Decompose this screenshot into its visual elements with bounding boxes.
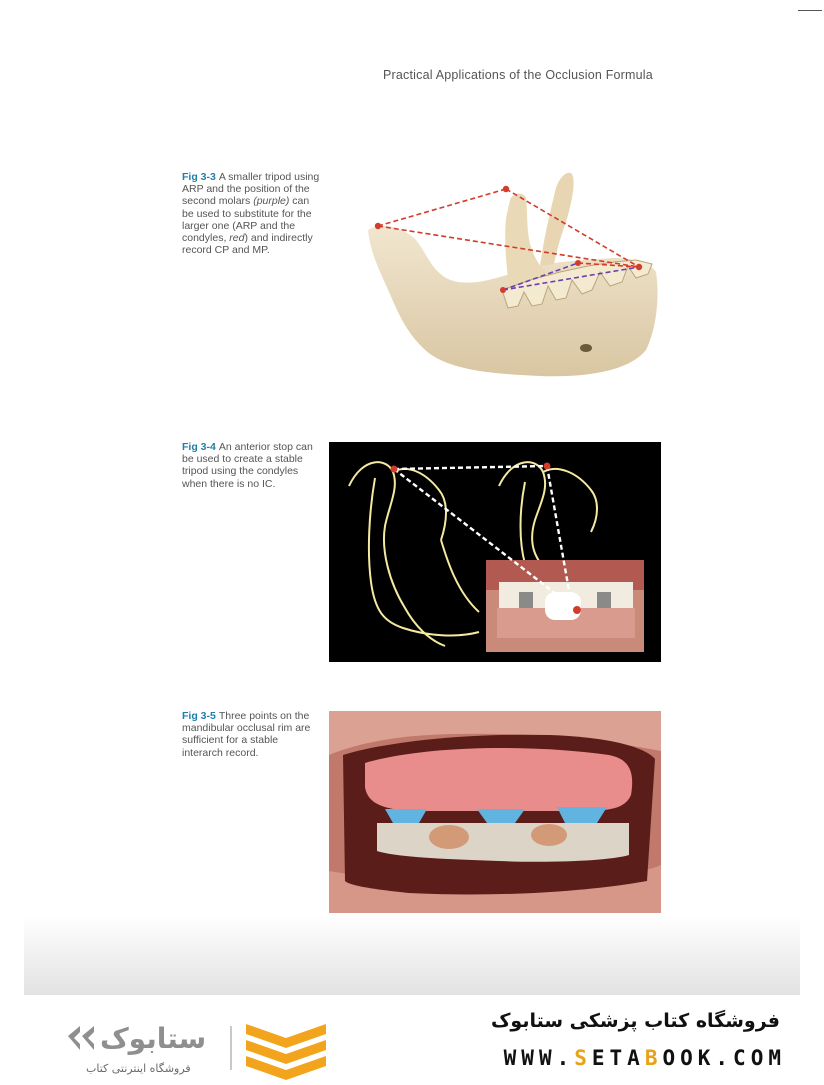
occlusal-rim-photo xyxy=(329,711,661,913)
svg-text:فروشگاه اینترنتی کتاب: فروشگاه اینترنتی کتاب xyxy=(86,1062,191,1075)
url-accent-b: B xyxy=(644,1046,663,1070)
fig-label: Fig 3-5 xyxy=(182,710,216,722)
fig-label: Fig 3-3 xyxy=(182,171,216,183)
caption-fig-3-5 xyxy=(182,710,320,759)
fig-label: Fig 3-4 xyxy=(182,441,216,453)
caption-text: A smaller tripod using ARP and the position of the second molars xyxy=(182,171,320,208)
anterior-stop-diagram xyxy=(329,442,661,662)
url-eta: ETA xyxy=(591,1046,645,1070)
url-prefix: WWW. xyxy=(503,1046,575,1070)
caption-fig-3-4 xyxy=(182,441,320,490)
caption-emphasis: (purple) xyxy=(253,195,290,208)
caption-text: can be used to substitute for the larger one (ARP and the condyles, xyxy=(182,195,312,245)
running-head: Practical Applications of the Occlusion Formula xyxy=(383,68,653,82)
setabook-logo xyxy=(60,1016,330,1080)
caption-text: ) and indirectly record CP and MP. xyxy=(182,232,313,257)
corner-rule xyxy=(798,10,822,11)
page-bottom-shade xyxy=(24,915,800,995)
svg-text:ستابوک: ستابوک xyxy=(100,1022,207,1055)
caption-text: An anterior stop can be used to create a stable tripod using the condyles when there is no IC. xyxy=(182,441,313,490)
mandible-tripod-photo xyxy=(360,168,660,380)
caption-text: Three points on the mandibular occlusal rim are sufficient for a stable interarch record. xyxy=(182,710,311,759)
url-rest: OOK.COM xyxy=(662,1046,786,1070)
store-name: فروشگاه کتاب پزشکی ستابوک xyxy=(490,1010,780,1032)
caption-emphasis: red xyxy=(229,232,245,245)
url-accent-s: S xyxy=(574,1046,592,1070)
store-url[interactable] xyxy=(424,1046,786,1070)
caption-fig-3-3 xyxy=(182,171,320,256)
